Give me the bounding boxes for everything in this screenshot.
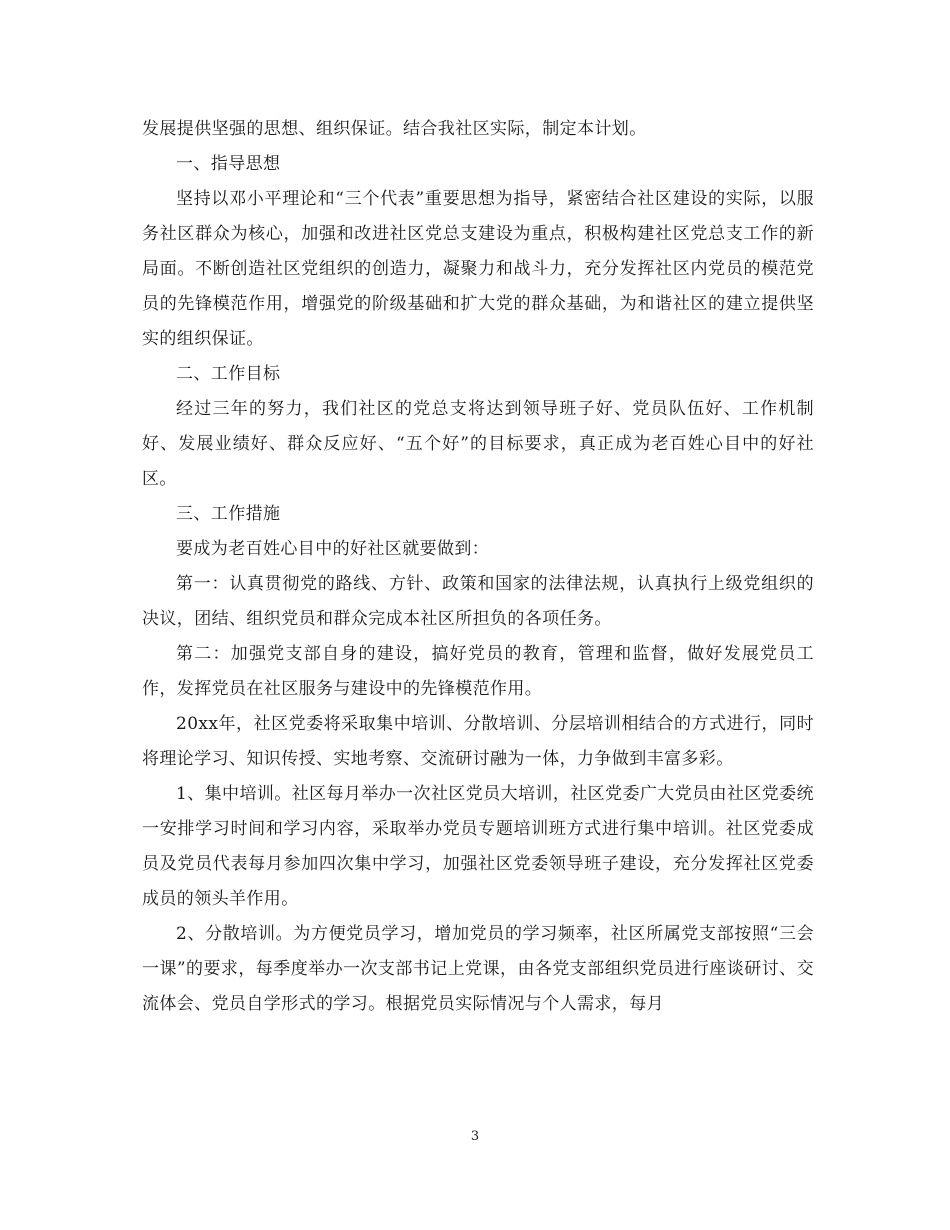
paragraph-continuation: 发展提供坚强的思想、组织保证。结合我社区实际，制定本计划。 [142, 119, 647, 139]
section-heading-work-measures: 三、工作措施 [176, 504, 281, 524]
paragraph-centralized-training: 1、集中培训。社区每月举办一次社区党员大培训，社区党委广大党员由社区党委统一安排学习时间和学习内容，采取举办党员专题培训班方式进行集中培训。社区党委成员及党员代表每月参加四次集中学习，加强社区党委领导班子建设，充分发挥社区党委成员的领头羊作用。 [142, 784, 814, 909]
document-body [142, 112, 814, 1022]
paragraph-work-goals: 经过三年的努力，我们社区的党总支将达到领导班子好、党员队伍好、工作机制好、发展业绩好、群众反应好、“五个好”的目标要求，真正成为老百姓心目中的好社区。 [142, 399, 814, 489]
paragraph-training-plan: 20xx年，社区党委将采取集中培训、分散培训、分层培训相结合的方式进行，同时将理论学习、知识传授、实地考察、交流研讨融为一体，力争做到丰富多彩。 [142, 714, 814, 769]
page-number: 3 [470, 1129, 480, 1144]
paragraph-guiding-thought: 坚持以邓小平理论和“三个代表”重要思想为指导，紧密结合社区建设的实际，以服务社区群众为核心，加强和改进社区党总支建设为重点，积极构建社区党总支工作的新局面。不断创造社区党组织的创造力，凝聚力和战斗力，充分发挥社区内党员的模范党员的先锋模范作用，增强党的阶级基础和扩大党的群众基础，为和谐社区的建立提供坚实的组织保证。 [142, 189, 814, 349]
paragraph-measure-second: 第二：加强党支部自身的建设，搞好党员的教育，管理和监督，做好发展党员工作，发挥党员在社区服务与建设中的先锋模范作用。 [142, 644, 814, 699]
section-heading-work-goals: 二、工作目标 [176, 364, 281, 384]
paragraph-measure-first: 第一：认真贯彻党的路线、方针、政策和国家的法律法规，认真执行上级党组织的决议，团结、组织党员和群众完成本社区所担负的各项任务。 [142, 574, 814, 629]
paragraph-decentralized-training: 2、分散培训。为方便党员学习，增加党员的学习频率，社区所属党支部按照“三会一课”的要求，每季度举办一次支部书记上党课，由各党支部组织党员进行座谈研讨、交流体会、党员自学形式的学习。根据党员实际情况与个人需求，每月 [142, 924, 814, 1014]
section-heading-guiding-thought: 一、指导思想 [176, 154, 281, 174]
paragraph-measures-intro: 要成为老百姓心目中的好社区就要做到： [176, 539, 490, 559]
